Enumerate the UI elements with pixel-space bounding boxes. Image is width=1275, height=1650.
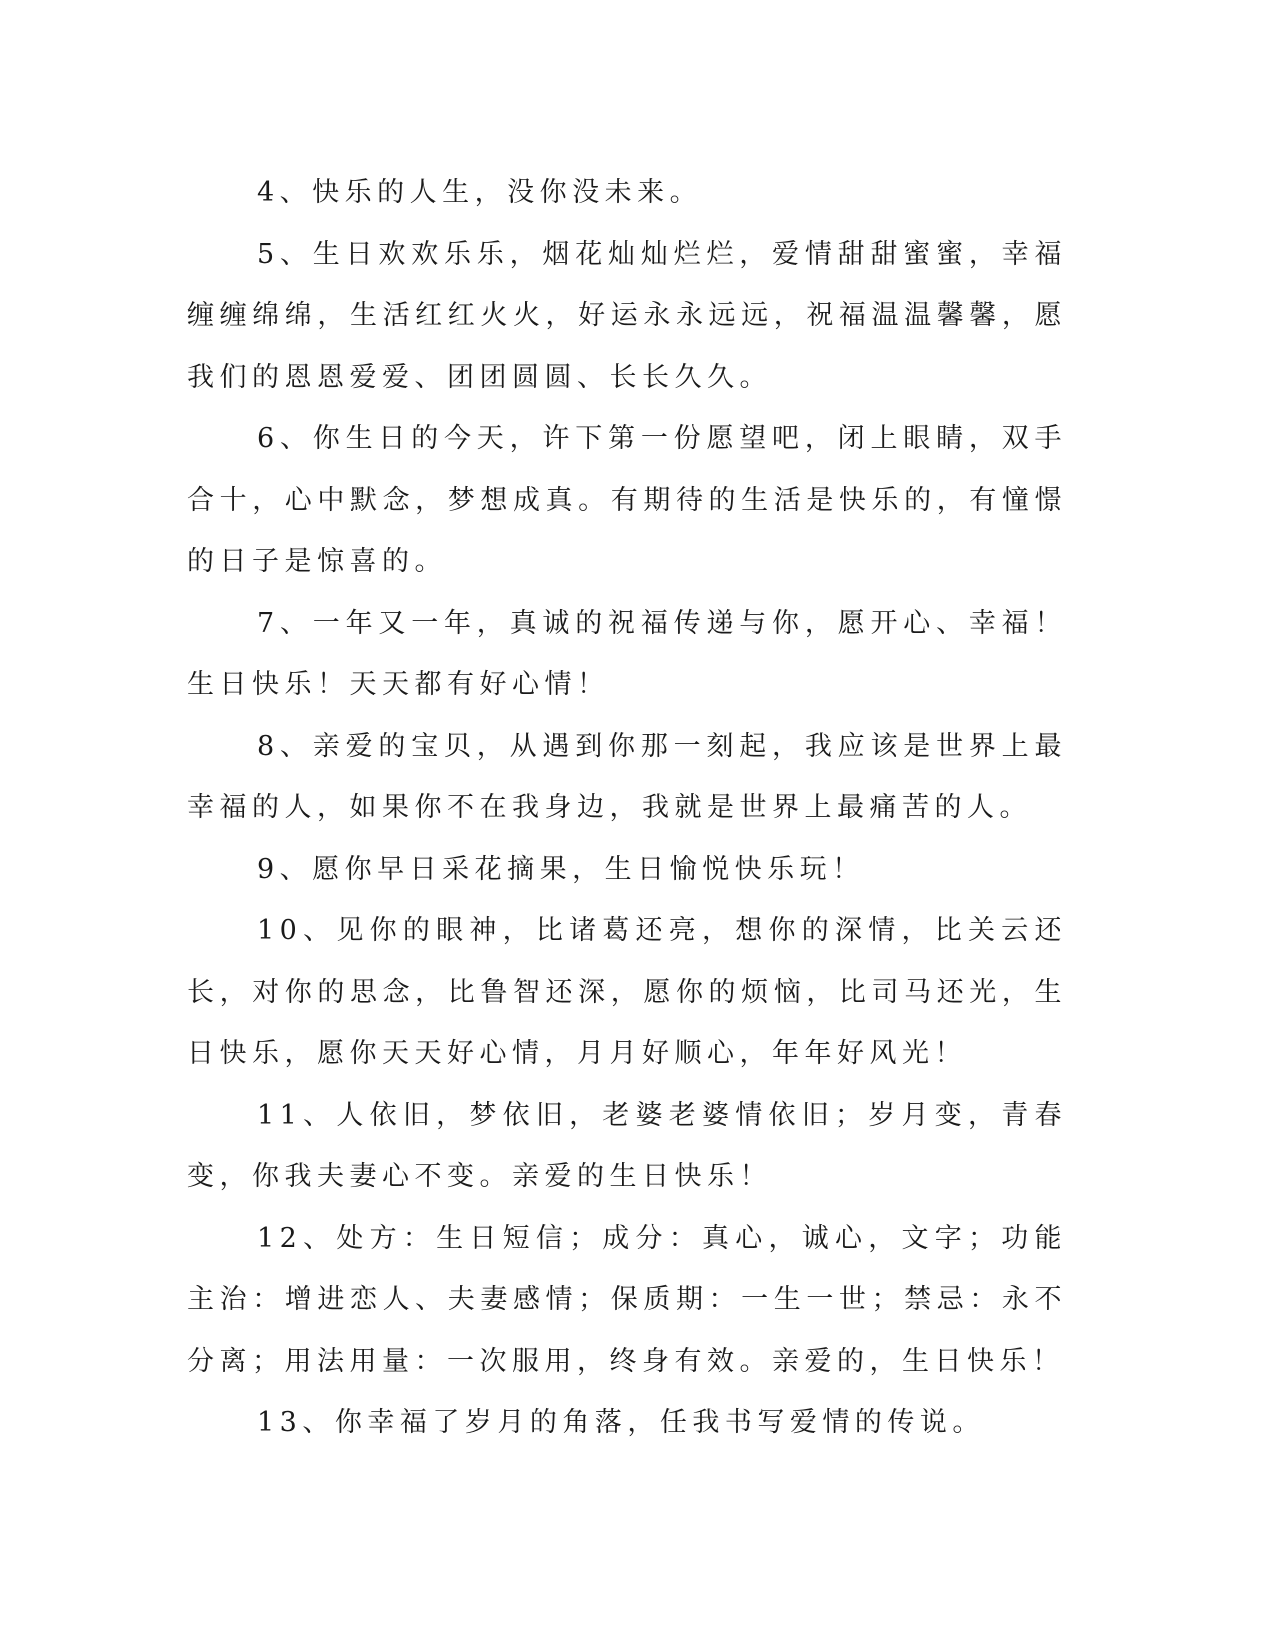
paragraph-7: 7、一年又一年，真诚的祝福传递与你，愿开心、幸福！生日快乐！天天都有好心情！ xyxy=(187,607,1067,700)
paragraph-11: 11、人依旧，梦依旧，老婆老婆情依旧；岁月变，青春变，你我夫妻心不变。亲爱的生日快乐！ xyxy=(187,1099,1067,1192)
paragraph-9: 9、愿你早日采花摘果，生日愉悦快乐玩！ xyxy=(257,853,865,885)
paragraph-4: 4、快乐的人生，没你没未来。 xyxy=(257,177,703,208)
paragraph-6: 6、你生日的今天，许下第一份愿望吧，闭上眼睛，双手合十，心中默念，梦想成真。有期待的生活是快乐的，有憧憬的日子是惊喜的。 xyxy=(187,423,1067,577)
paragraph-10: 10、见你的眼神，比诸葛还亮，想你的深情，比关云还长，对你的思念，比鲁智还深，愿你的烦恼，比司马还光，生日快乐，愿你天天好心情，月月好顺心，年年好风光！ xyxy=(187,915,1067,1069)
paragraph-8: 8、亲爱的宝贝，从遇到你那一刻起，我应该是世界上最幸福的人，如果你不在我身边，我就是世界上最痛苦的人。 xyxy=(187,730,1067,823)
paragraph-5: 5、生日欢欢乐乐，烟花灿灿烂烂，爱情甜甜蜜蜜，幸福缠缠绵绵，生活红红火火，好运永永远远，祝福温温馨馨，愿我们的恩恩爱爱、团团圆圆、长长久久。 xyxy=(187,238,1067,393)
document-body xyxy=(187,162,1067,1454)
paragraph-12: 12、处方：生日短信；成分：真心，诚心，文字；功能主治：增进恋人、夫妻感情；保质期：一生一世；禁忌：永不分离；用法用量：一次服用，终身有效。亲爱的，生日快乐！ xyxy=(187,1222,1067,1377)
paragraph-13: 13、你幸福了岁月的角落，任我书写爱情的传说。 xyxy=(257,1407,985,1438)
